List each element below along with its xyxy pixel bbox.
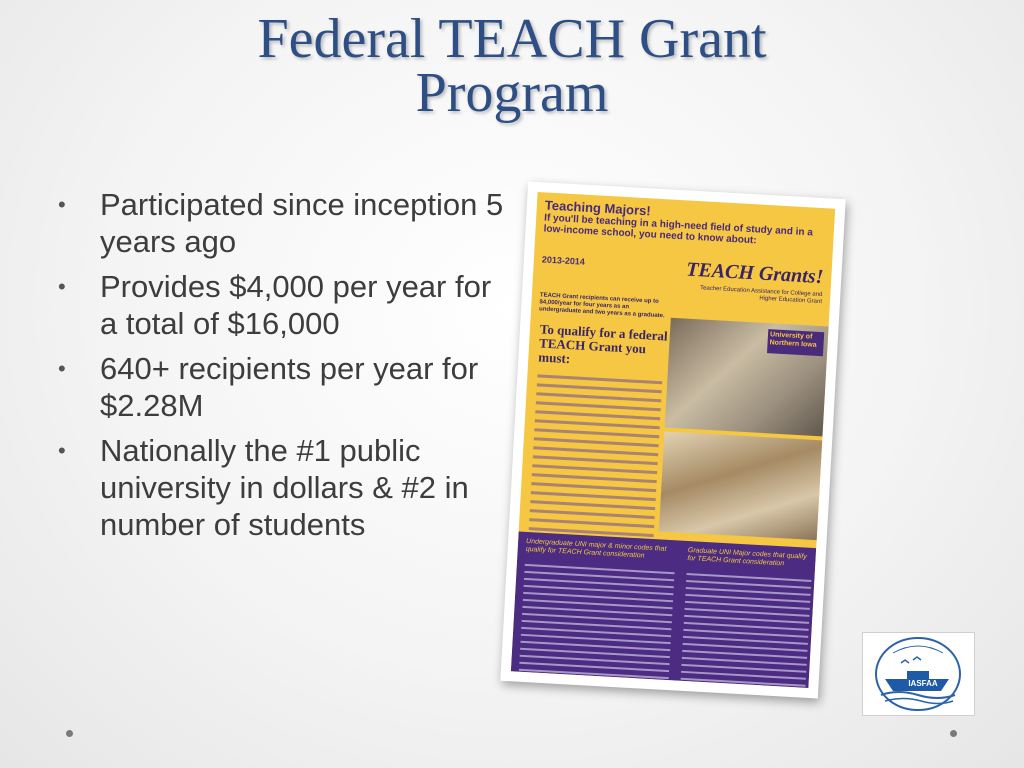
bullet-item (58, 350, 508, 424)
boat-logo-icon (863, 633, 974, 715)
bullet-text: Nationally the #1 public university in dollars & #2 in number of students (100, 433, 469, 542)
title-line-2: Program (415, 62, 609, 124)
flyer-photo-students (659, 432, 824, 541)
bullet-item (58, 268, 508, 342)
undergrad-codes-heading: Undergraduate UNI major & minor codes that qualify for TEACH Grant consideration (525, 537, 667, 560)
flyer-year: 2013-2014 (541, 254, 586, 267)
grad-codes-heading: Graduate UNI Major codes that qualify for TEACH Grant consideration (687, 547, 807, 568)
nav-dot-left (66, 730, 73, 737)
bullet-item (58, 432, 508, 543)
flyer-subheading: If you'll be teaching in a high-need field of study and in a low-income school, you need to know about: (543, 212, 814, 247)
flyer-photo-classroom (665, 318, 831, 437)
teach-grant-flyer (500, 182, 845, 699)
bullet-icon: • (58, 192, 66, 217)
bullet-text: Provides $4,000 per year for a total of $16,000 (100, 269, 492, 341)
undergrad-codes-list (518, 564, 675, 688)
nav-dot-right (950, 730, 957, 737)
flyer-grants-title: TEACH Grants! (685, 258, 824, 289)
slide-title (60, 8, 964, 124)
flyer-body (511, 192, 835, 688)
title-line-1: Federal TEACH Grant (257, 8, 767, 70)
bullet-text: Participated since inception 5 years ago (100, 187, 504, 259)
bullet-icon: • (58, 438, 66, 463)
bullet-icon: • (58, 274, 66, 299)
bullet-text: 640+ recipients per year for $2.28M (100, 351, 479, 423)
flyer-grants-subtitle: Teacher Education Assistance for College and Higher Education Grant (699, 285, 823, 306)
bullet-list (58, 186, 508, 551)
logo-badge-text: IASFAA (908, 679, 938, 688)
flyer-major-codes (511, 532, 816, 688)
flyer-heading: Teaching Majors! (544, 197, 652, 219)
uni-logo: University of Northern Iowa (767, 329, 824, 356)
bullet-icon: • (58, 356, 66, 381)
bullet-item (58, 186, 508, 260)
iasfaa-logo (862, 632, 975, 716)
grad-codes-list (680, 573, 812, 688)
flyer-intro: TEACH Grant recipients can receive up to $4,000/year for four years as an undergraduate and two years as a graduate. (538, 292, 665, 320)
flyer-qualify-heading: To qualify for a federal TEACH Grant you must: (538, 321, 669, 367)
flyer-header (543, 198, 835, 250)
